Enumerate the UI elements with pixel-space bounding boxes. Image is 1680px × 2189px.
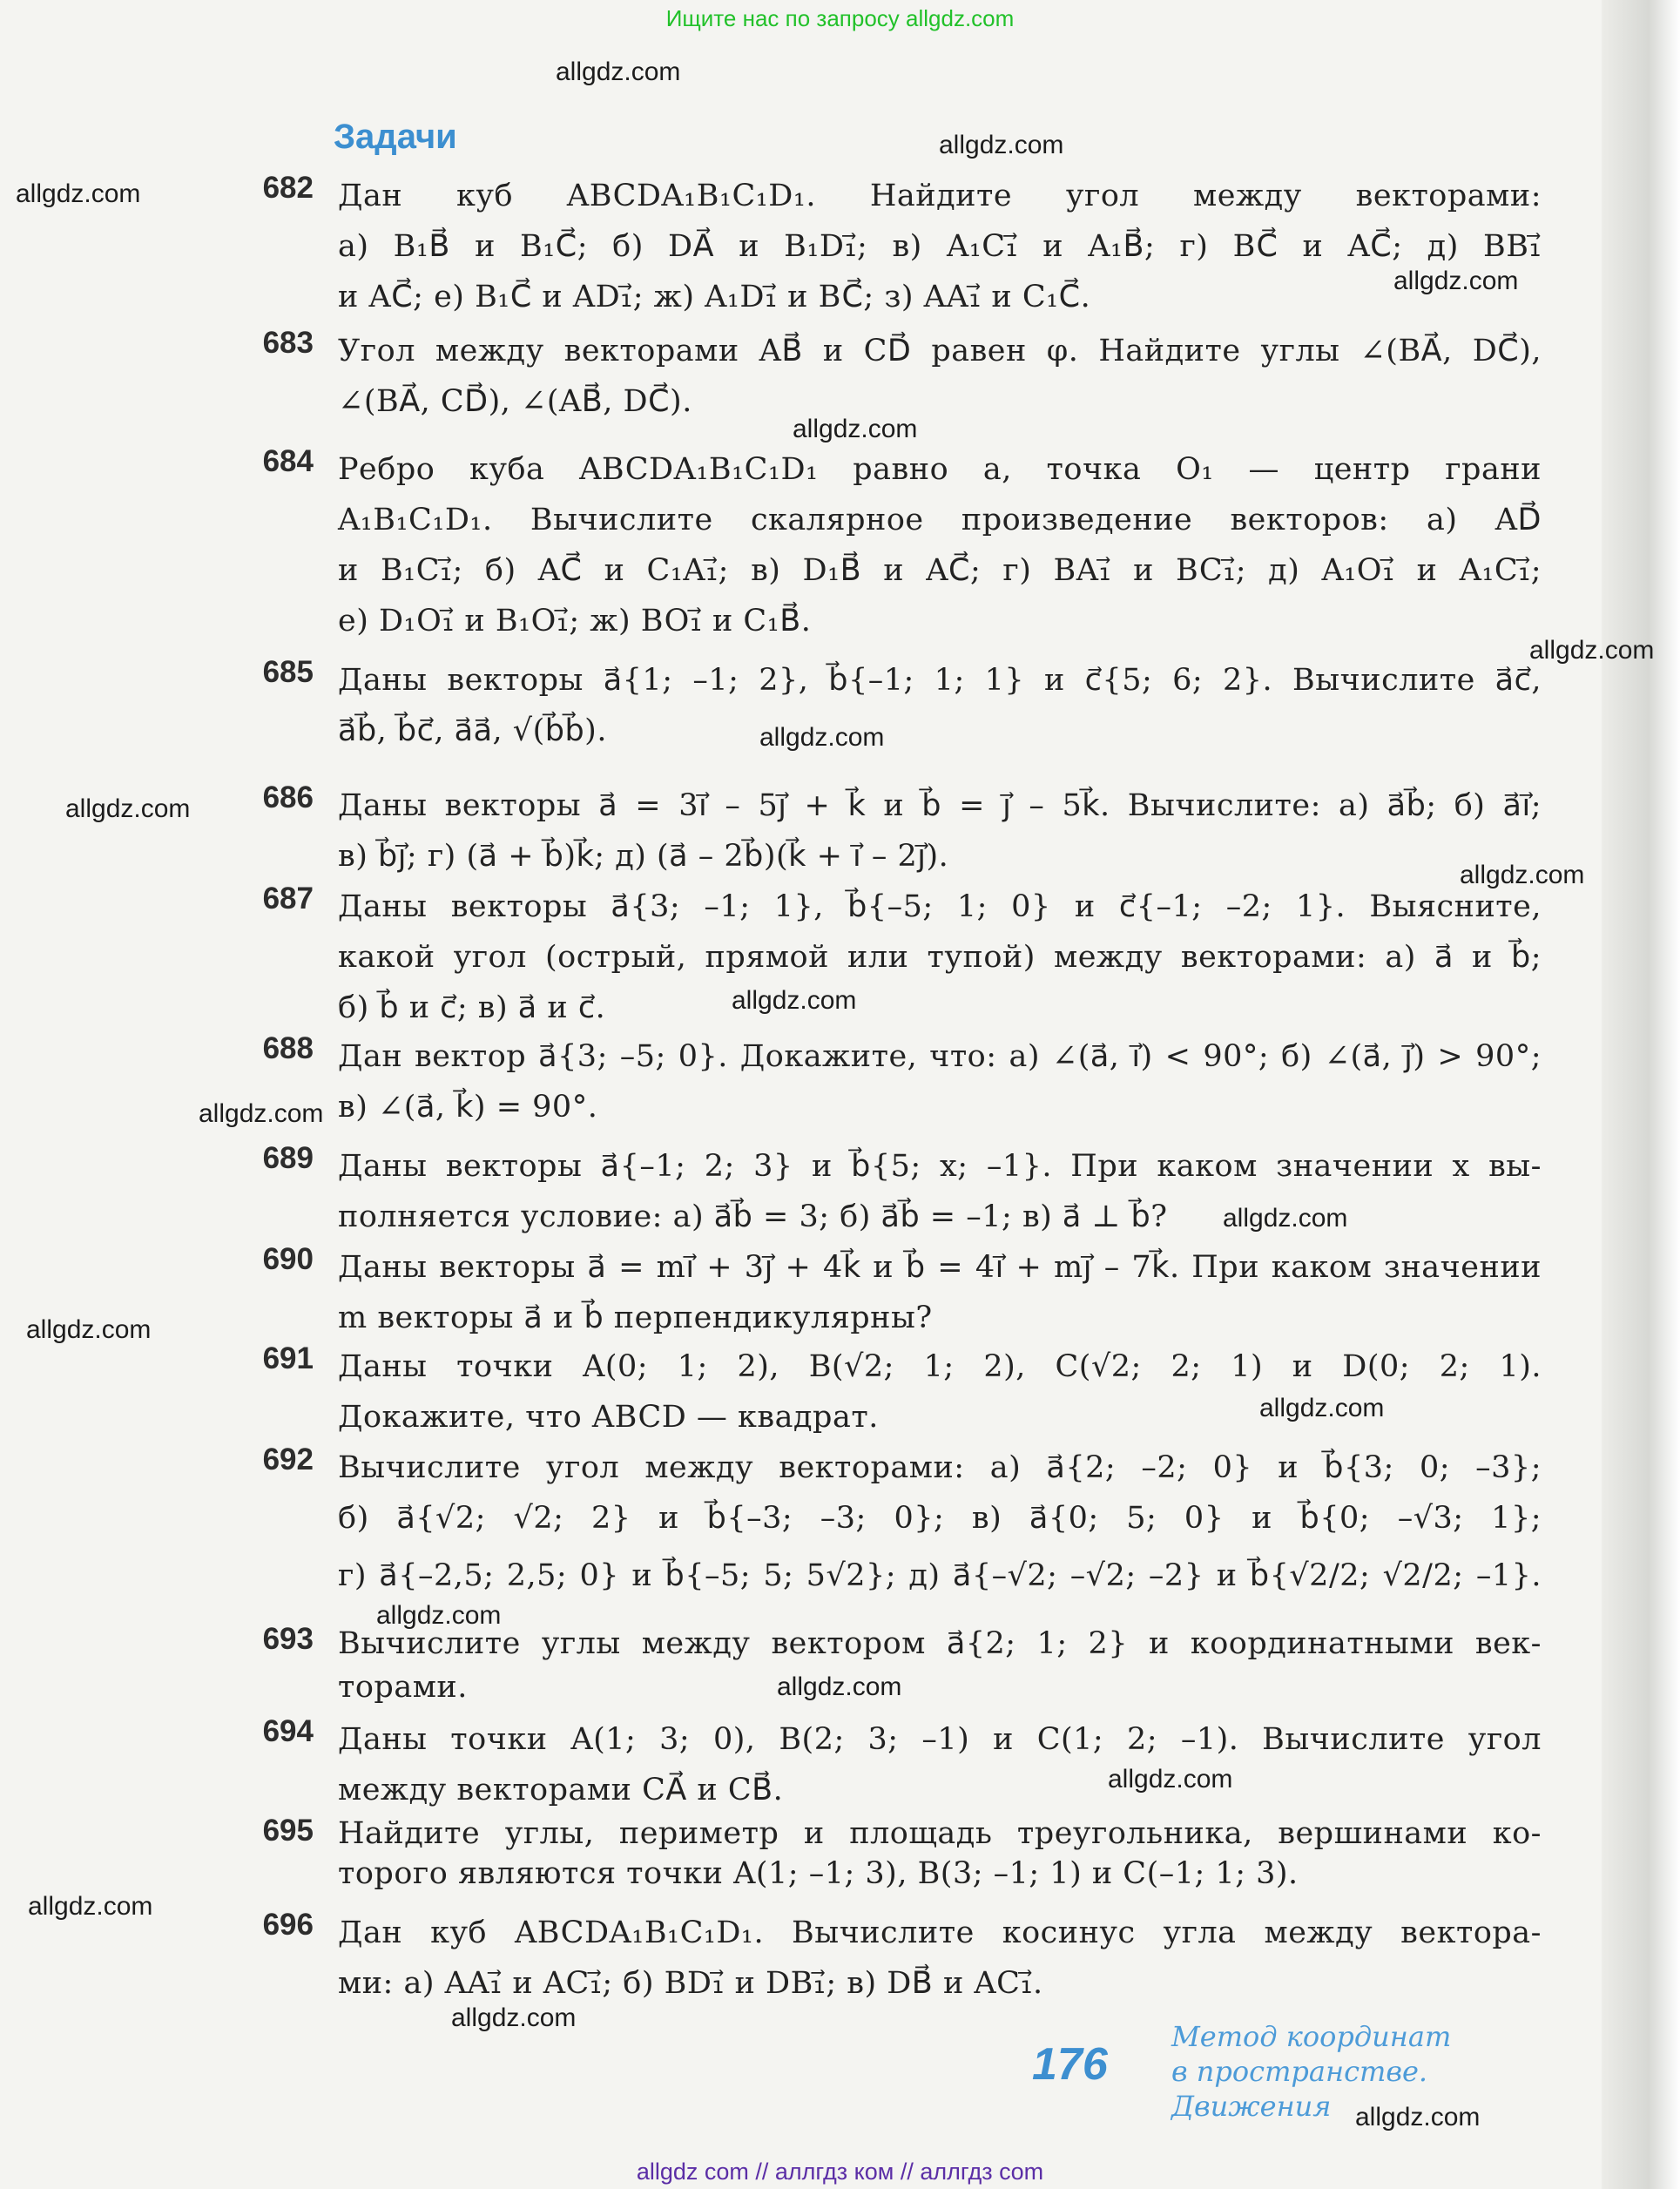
- watermark: allgdz.com: [1460, 861, 1585, 889]
- watermark: allgdz.com: [777, 1672, 902, 1701]
- problem-text-line: какой угол (острый, прямой или тупой) между векторами: а) a⃗ и b⃗;: [338, 940, 1542, 975]
- problem-text-line: Найдите углы, периметр и площадь треугольника, вершинами ко-: [338, 1816, 1542, 1851]
- problem-number: 684: [262, 444, 314, 478]
- problem-number: 682: [262, 171, 314, 205]
- page-edge-shadow: [1602, 0, 1680, 2189]
- problem-text-line: Даны точки A(0; 1; 2), B(√2; 1; 2), C(√2; 2; 1) и D(0; 2; 1).: [338, 1349, 1542, 1384]
- problem-text-line: Докажите, что ABCD — квадрат.: [338, 1400, 879, 1435]
- problem-text-line: Угол между векторами AB⃗ и CD⃗ равен φ. Найдите углы ∠(BA⃗, DC⃗),: [338, 334, 1542, 368]
- watermark: allgdz.com: [1355, 2103, 1481, 2132]
- chapter-title-line: Движения: [1171, 2090, 1332, 2123]
- problem-text-line: Дан вектор a⃗{3; –5; 0}. Докажите, что: а) ∠(a⃗, i⃗) < 90°; б) ∠(a⃗, j⃗) > 90°;: [338, 1039, 1542, 1074]
- bottom-banner: allgdz com // аллгдз ком // аллгдз com: [636, 2159, 1044, 2185]
- problem-number: 696: [262, 1908, 314, 1942]
- problem-text-line: торого являются точки A(1; –1; 3), B(3; –1; 1) и C(–1; 1; 3).: [338, 1856, 1299, 1891]
- problem-number: 690: [262, 1242, 314, 1276]
- problem-text-line: ми: а) AA₁⃗ и AC₁⃗; б) BD₁⃗ и DB₁⃗; в) DB⃗ и AC₁⃗.: [338, 1966, 1043, 2001]
- watermark: allgdz.com: [759, 723, 885, 752]
- watermark: allgdz.com: [28, 1892, 153, 1921]
- watermark: allgdz.com: [26, 1315, 152, 1344]
- chapter-title: [1171, 2019, 1467, 2124]
- problem-text-line: г) a⃗{–2,5; 2,5; 0} и b⃗{–5; 5; 5√2}; д) a⃗{–√2; –√2; –2} и b⃗{√2/2; √2/2; –1}.: [338, 1558, 1542, 1593]
- problem-number: 683: [262, 326, 314, 360]
- problem-number: 692: [262, 1442, 314, 1476]
- problem-text-line: а) B₁B⃗ и B₁C⃗; б) DA⃗ и B₁D₁⃗; в) A₁C₁⃗ и A₁B⃗; г) BC⃗ и AC⃗; д) BB₁⃗: [338, 229, 1542, 264]
- problem-text-line: и AC⃗; е) B₁C⃗ и AD₁⃗; ж) A₁D₁⃗ и BC⃗; з) AA₁⃗ и C₁C⃗.: [338, 280, 1091, 314]
- problem-text-line: Даны векторы a⃗{3; –1; 1}, b⃗{–5; 1; 0} и c⃗{–1; –2; 1}. Выясните,: [338, 889, 1542, 924]
- section-title: Задачи: [334, 118, 457, 156]
- problem-text-line: торами.: [338, 1670, 468, 1705]
- problem-number: 694: [262, 1714, 314, 1748]
- problem-text-line: е) D₁O₁⃗ и B₁O₁⃗; ж) BO₁⃗ и C₁B⃗.: [338, 604, 812, 638]
- problem-text-line: Вычислите угол между векторами: а) a⃗{2; –2; 0} и b⃗{3; 0; –3};: [338, 1450, 1542, 1485]
- problem-text-line: Даны векторы a⃗ = 3i⃗ – 5j⃗ + k⃗ и b⃗ = j⃗ – 5k⃗. Вычислите: а) a⃗b⃗; б) a⃗i⃗;: [338, 788, 1542, 823]
- watermark: allgdz.com: [1108, 1765, 1233, 1794]
- watermark: allgdz.com: [376, 1601, 502, 1630]
- problem-number: 691: [262, 1341, 314, 1375]
- watermark: allgdz.com: [1259, 1394, 1385, 1422]
- problem-text-line: m векторы a⃗ и b⃗ перпендикулярны?: [338, 1301, 933, 1335]
- problem-text-line: Даны точки A(1; 3; 0), B(2; 3; –1) и C(1; 2; –1). Вычислите угол: [338, 1722, 1542, 1757]
- chapter-title-line: Метод координат: [1171, 2020, 1452, 2053]
- problem-text-line: Дан куб ABCDA₁B₁C₁D₁. Найдите угол между векторами:: [338, 179, 1542, 213]
- watermark: allgdz.com: [732, 986, 857, 1015]
- problem-text-line: и B₁C₁⃗; б) AC⃗ и C₁A₁⃗; в) D₁B⃗ и AC⃗; г) BA₁⃗ и BC₁⃗; д) A₁O₁⃗ и A₁C₁⃗;: [338, 553, 1542, 588]
- watermark: allgdz.com: [16, 179, 141, 208]
- problem-text-line: в) ∠(a⃗, k⃗) = 90°.: [338, 1090, 598, 1125]
- watermark: allgdz.com: [939, 131, 1064, 159]
- problem-number: 688: [262, 1031, 314, 1065]
- problem-text-line: б) a⃗{√2; √2; 2} и b⃗{–3; –3; 0}; в) a⃗{0; 5; 0} и b⃗{0; –√3; 1};: [338, 1501, 1542, 1536]
- problem-text-line: A₁B₁C₁D₁. Вычислите скалярное произведение векторов: а) AD⃗: [338, 503, 1542, 537]
- problem-number: 685: [262, 655, 314, 689]
- problem-text-line: Ребро куба ABCDA₁B₁C₁D₁ равно a, точка O₁ — центр грани: [338, 452, 1542, 487]
- problem-text-line: a⃗b⃗, b⃗c⃗, a⃗a⃗, √(b⃗b⃗).: [338, 713, 607, 748]
- problem-number: 695: [262, 1814, 314, 1848]
- problem-number: 687: [262, 882, 314, 915]
- problem-text-line: б) b⃗ и c⃗; в) a⃗ и c⃗.: [338, 990, 606, 1025]
- page-number: 176: [1032, 2039, 1108, 2090]
- watermark: allgdz.com: [199, 1099, 324, 1128]
- problem-text-line: между векторами CA⃗ и CB⃗.: [338, 1773, 784, 1807]
- problem-text-line: Дан куб ABCDA₁B₁C₁D₁. Вычислите косинус угла между вектора-: [338, 1915, 1542, 1950]
- problem-text-line: Даны векторы a⃗ = mi⃗ + 3j⃗ + 4k⃗ и b⃗ = 4i⃗ + mj⃗ – 7k⃗. При каком значении: [338, 1250, 1542, 1285]
- problem-text-line: Вычислите углы между вектором a⃗{2; 1; 2} и координатными век-: [338, 1626, 1542, 1661]
- watermark: allgdz.com: [65, 794, 191, 823]
- watermark: allgdz.com: [556, 57, 681, 86]
- chapter-title-line: в пространстве.: [1171, 2055, 1428, 2088]
- problem-number: 689: [262, 1141, 314, 1175]
- top-banner: Ищите нас по запросу allgdz.com: [665, 5, 1015, 31]
- problem-text-line: полняется условие: а) a⃗b⃗ = 3; б) a⃗b⃗ = –1; в) a⃗ ⊥ b⃗?: [338, 1199, 1168, 1234]
- watermark: allgdz.com: [793, 415, 918, 443]
- watermark: allgdz.com: [1529, 636, 1655, 665]
- problem-text-line: Даны векторы a⃗{1; –1; 2}, b⃗{–1; 1; 1} и c⃗{5; 6; 2}. Вычислите a⃗c⃗,: [338, 663, 1542, 698]
- problem-text-line: в) b⃗j⃗; г) (a⃗ + b⃗)k⃗; д) (a⃗ – 2b⃗)(k⃗ + i⃗ – 2j⃗).: [338, 839, 949, 874]
- problem-number: 686: [262, 780, 314, 814]
- problem-text-line: ∠(BA⃗, CD⃗), ∠(AB⃗, DC⃗).: [338, 384, 692, 419]
- problem-number: 693: [262, 1622, 314, 1656]
- watermark: allgdz.com: [1223, 1204, 1348, 1233]
- watermark: allgdz.com: [451, 2003, 577, 2032]
- watermark: allgdz.com: [1393, 267, 1519, 295]
- problem-text-line: Даны векторы a⃗{–1; 2; 3} и b⃗{5; x; –1}. При каком значении x вы-: [338, 1149, 1542, 1184]
